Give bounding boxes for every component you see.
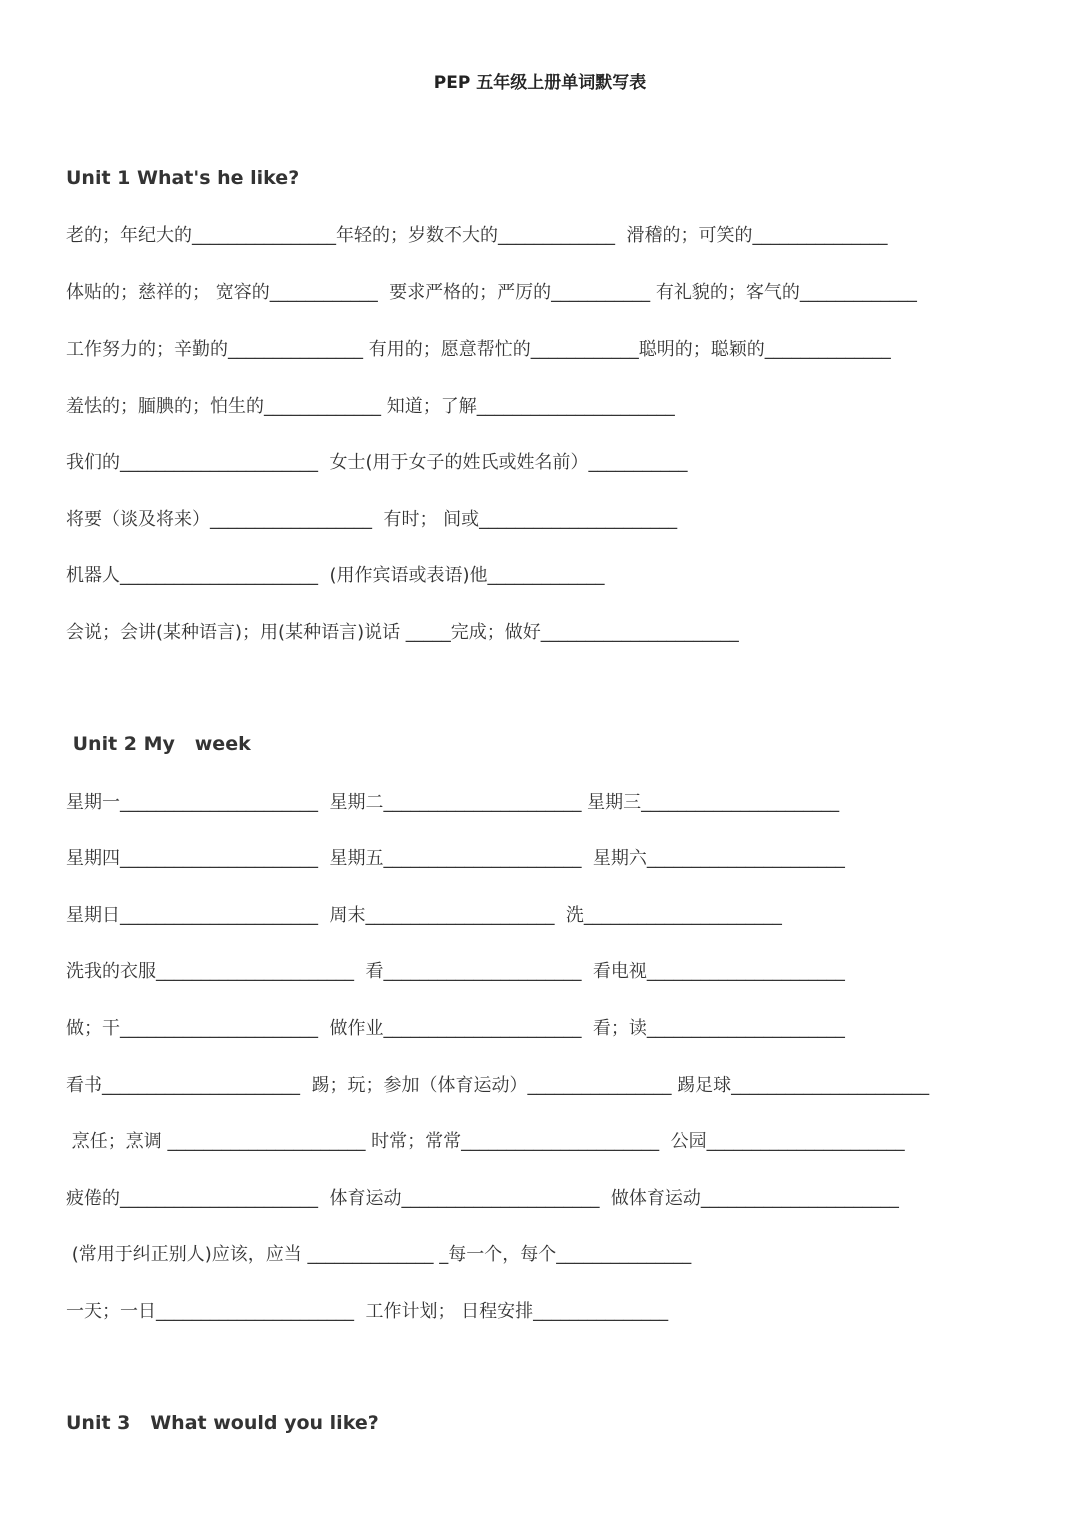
- unit-1-line-5: 我们的______________________ 女士(用于女子的姓氏或姓名前）___________: [66, 452, 688, 473]
- unit-1-line-7: 机器人______________________ (用作宾语或表语)他_____________: [66, 565, 605, 586]
- unit-2-line-10: 一天；一日______________________ 工作计划； 日程安排_______________: [66, 1301, 669, 1322]
- unit-3-heading: Unit 3 What would you like?: [66, 1412, 379, 1434]
- unit-2-line-6: 看书______________________ 踢；玩；参加（体育运动）________________ 踢足球______________________: [66, 1075, 930, 1096]
- unit-2-line-9: (常用于纠正别人)应该，应当 ______________ _每一个，每个_______________: [66, 1244, 692, 1265]
- unit-1-line-6: 将要（谈及将来）__________________ 有时； 间或______________________: [66, 509, 678, 530]
- unit-2-line-4: 洗我的衣服______________________ 看______________________ 看电视______________________: [66, 961, 845, 982]
- page-title: PEP 五年级上册单词默写表: [433, 73, 647, 93]
- unit-1-line-8: 会说；会讲(某种语言)；用(某种语言)说话 _____完成；做好______________________: [66, 622, 739, 643]
- unit-1-line-4: 羞怯的；腼腆的；怕生的_____________ 知道；了解______________________: [66, 396, 675, 417]
- unit-2-heading: Unit 2 My week: [66, 733, 251, 755]
- unit-2-line-7: 烹任；烹调 ______________________ 时常；常常______________________ 公园______________________: [66, 1131, 905, 1152]
- unit-2-line-2: 星期四______________________ 星期五______________________ 星期六______________________: [66, 848, 845, 869]
- unit-2-line-3: 星期日______________________ 周末_____________________ 洗______________________: [66, 905, 782, 926]
- unit-1-heading: Unit 1 What's he like?: [66, 167, 300, 189]
- unit-1-line-2: 体贴的；慈祥的； 宽容的____________ 要求严格的；严厉的___________ 有礼貌的；客气的_____________: [66, 282, 917, 303]
- unit-2-line-5: 做；干______________________ 做作业______________________ 看；读______________________: [66, 1018, 845, 1039]
- unit-2-line-8: 疲倦的______________________ 体育运动______________________ 做体育运动______________________: [66, 1188, 899, 1209]
- unit-2-line-1: 星期一______________________ 星期二______________________ 星期三______________________: [66, 792, 840, 813]
- unit-1-line-1: 老的；年纪大的________________年轻的；岁数不大的_____________ 滑稽的；可笑的_______________: [66, 225, 888, 246]
- unit-1-line-3: 工作努力的；辛勤的_______________ 有用的；愿意帮忙的____________聪明的；聪颖的______________: [66, 339, 891, 360]
